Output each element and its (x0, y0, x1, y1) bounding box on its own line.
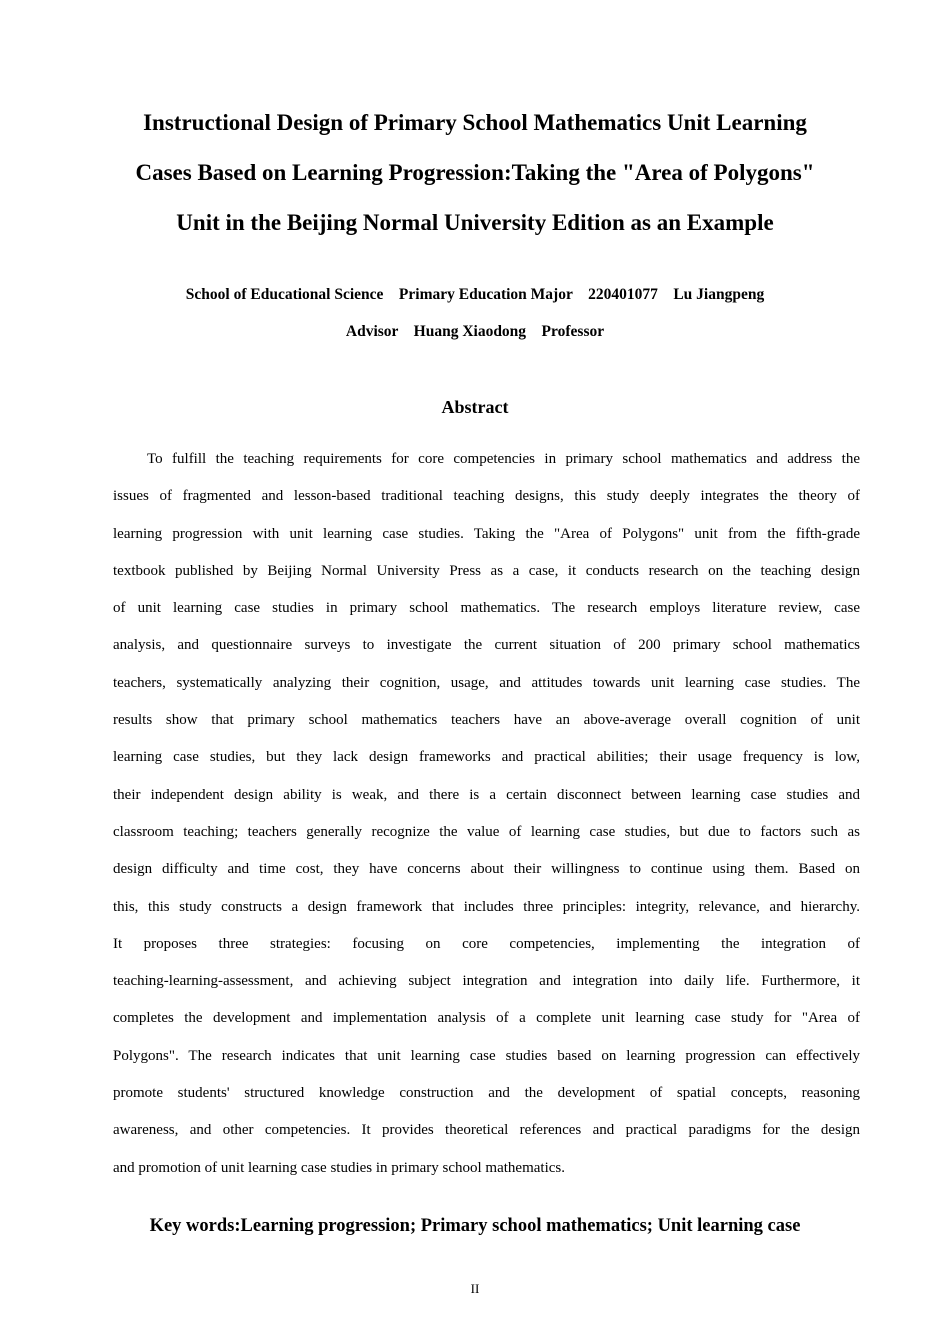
abstract-line: To fulfill the teaching requirements for core competencies in primary school mathematics and address the (147, 451, 860, 467)
abstract-heading: Abstract (441, 397, 509, 417)
title-line: Instructional Design of Primary School Mathematics Unit Learning (143, 110, 807, 135)
abstract-line: analysis, and questionnaire surveys to investigate the current situation of 200 primary school mathematics (113, 637, 860, 654)
abstract-line: teaching-learning-assessment, and achieving subject integration and integration into daily life. Furthermore, it (113, 973, 860, 990)
thesis-title (100, 98, 850, 248)
abstract-line: promote students' structured knowledge construction and the development of spatial concepts, reasoning (113, 1085, 860, 1102)
title-line: Unit in the Beijing Normal University Edition as an Example (176, 210, 774, 235)
abstract-line: this, this study constructs a design framework that includes three principles: integrity, relevance, and hierarchy. (113, 898, 860, 915)
abstract-line: issues of fragmented and lesson-based traditional teaching designs, this study deeply integrates the theory of (113, 488, 860, 505)
abstract-line: Polygons". The research indicates that unit learning case studies based on learning progression can effectively (113, 1047, 860, 1064)
keywords-line: Key words:Learning progression; Primary school mathematics; Unit learning case (149, 1216, 801, 1236)
abstract-line: their independent design ability is weak, and there is a certain disconnect between learning case studies and (113, 786, 860, 803)
abstract-line: results show that primary school mathematics teachers have an above-average overall cognition of unit (113, 712, 860, 729)
abstract-line: learning progression with unit learning case studies. Taking the "Area of Polygons" unit from the fifth-grade (113, 525, 860, 542)
author-info: School of Educational Science Primary Education Major 220401077 Lu Jiangpeng (185, 286, 765, 303)
page-number: II (470, 1281, 480, 1296)
abstract-line: awareness, and other competencies. It provides theoretical references and practical paradigms for the design (113, 1122, 860, 1139)
abstract-line: teachers, systematically analyzing their cognition, usage, and attitudes towards unit learning case studies. The (113, 674, 860, 691)
abstract-line: classroom teaching; teachers generally recognize the value of learning case studies, but due to factors such as (113, 823, 860, 840)
abstract-line: It proposes three strategies: focusing on core competencies, implementing the integration of (113, 935, 860, 952)
title-line: Cases Based on Learning Progression:Taking the "Area of Polygons" (135, 160, 815, 185)
abstract-line: textbook published by Beijing Normal University Press as a case, it conducts research on the teaching design (113, 562, 860, 579)
abstract-body (113, 446, 860, 1192)
abstract-line: of unit learning case studies in primary school mathematics. The research employs literature review, case (113, 600, 860, 617)
abstract-line: completes the development and implementation analysis of a complete unit learning case study for "Area of (113, 1010, 860, 1027)
abstract-line: learning case studies, but they lack design frameworks and practical abilities; their usage frequency is low, (113, 749, 860, 766)
abstract-line: and promotion of unit learning case studies in primary school mathematics. (113, 1159, 565, 1176)
advisor-info: Advisor Huang Xiaodong Professor (345, 323, 605, 340)
abstract-line: design difficulty and time cost, they have concerns about their willingness to continue using them. Based on (113, 861, 860, 878)
